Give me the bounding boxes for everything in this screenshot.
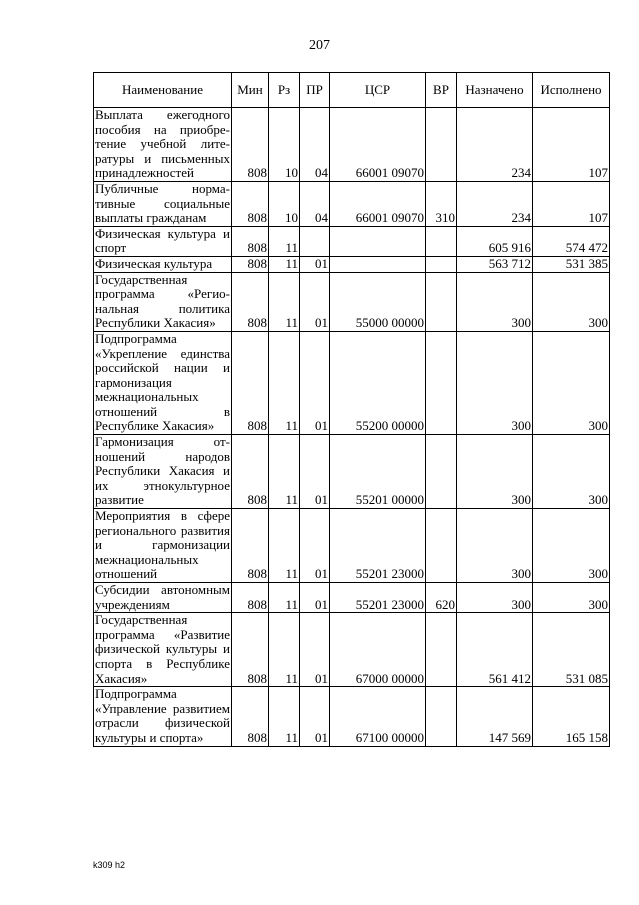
row-rz-cell: 11 [269, 226, 300, 256]
row-rz-cell: 11 [269, 509, 300, 583]
row-min-cell: 808 [232, 272, 269, 331]
row-assigned-cell: 300 [457, 331, 533, 434]
table-row [94, 613, 610, 687]
row-rz-cell: 10 [269, 108, 300, 182]
row-min-cell: 808 [232, 509, 269, 583]
row-min-cell: 808 [232, 583, 269, 613]
row-assigned-cell: 561 412 [457, 613, 533, 687]
row-min-cell: 808 [232, 687, 269, 746]
table-row [94, 256, 610, 272]
row-vr-cell [426, 108, 457, 182]
row-vr-cell [426, 331, 457, 434]
row-name-cell: Физическая культура [94, 256, 232, 272]
table-row [94, 583, 610, 613]
row-name-cell: Выплата ежегодного пособия на приобретение учебной литературы и письменных принадлежностей [95, 107, 230, 181]
row-vr-cell [426, 272, 457, 331]
row-executed-cell: 300 [533, 435, 610, 509]
header-vr: ВР [426, 73, 457, 108]
row-pr-cell [300, 226, 330, 256]
row-csr-cell [330, 256, 426, 272]
row-csr-cell: 55200 00000 [330, 331, 426, 434]
budget-table [93, 72, 610, 747]
table-row [94, 181, 610, 226]
row-rz-cell: 10 [269, 181, 300, 226]
row-executed-cell: 165 158 [533, 687, 610, 746]
row-min-cell: 808 [232, 108, 269, 182]
row-name-cell: Гармонизация отношений народов Республики Хакасия и их этнокультурное развитие [95, 434, 230, 508]
row-vr-cell [426, 435, 457, 509]
row-pr-cell: 01 [300, 435, 330, 509]
row-vr-cell [426, 613, 457, 687]
row-pr-cell: 04 [300, 108, 330, 182]
row-min-cell: 808 [232, 613, 269, 687]
row-csr-cell [330, 226, 426, 256]
table-row [94, 226, 610, 256]
header-assigned: Назначено [457, 73, 533, 108]
row-pr-cell: 01 [300, 272, 330, 331]
row-assigned-cell: 563 712 [457, 256, 533, 272]
row-min-cell: 808 [232, 226, 269, 256]
table-row [94, 435, 610, 509]
footer-code: k309 h2 [93, 860, 126, 870]
row-vr-cell [426, 687, 457, 746]
header-executed: Исполнено [533, 73, 610, 108]
table-row [94, 687, 610, 746]
table-row [94, 272, 610, 331]
row-min-cell: 808 [232, 331, 269, 434]
page-number: 207 [309, 38, 330, 53]
row-min-cell: 808 [232, 181, 269, 226]
row-assigned-cell: 300 [457, 435, 533, 509]
row-assigned-cell: 300 [457, 272, 533, 331]
row-csr-cell: 55201 23000 [330, 509, 426, 583]
row-executed-cell: 531 085 [533, 613, 610, 687]
row-executed-cell: 574 472 [533, 226, 610, 256]
row-name-cell: Государственная программа «Региональная политика Республики Хакасия» [95, 272, 230, 331]
header-min: Мин [232, 73, 269, 108]
row-csr-cell: 55201 23000 [330, 583, 426, 613]
row-executed-cell: 300 [533, 272, 610, 331]
row-name-cell: Публичные нормативные социальные выплаты гражданам [95, 181, 230, 226]
row-pr-cell: 01 [300, 687, 330, 746]
header-name: Наименование [94, 73, 232, 108]
row-assigned-cell: 300 [457, 583, 533, 613]
table-row [94, 509, 610, 583]
row-pr-cell: 01 [300, 509, 330, 583]
row-pr-cell: 01 [300, 583, 330, 613]
row-name-cell: Подпрограмма «Управление развитием отрасли физической культуры и спорта» [95, 686, 230, 745]
row-assigned-cell: 605 916 [457, 226, 533, 256]
row-rz-cell: 11 [269, 687, 300, 746]
row-name-cell: Субсидии автономным учреждениям [95, 582, 230, 612]
row-csr-cell: 66001 09070 [330, 108, 426, 182]
row-name-cell: Мероприятия в сфере регионального развития и гармонизации межнациональных отношений [95, 508, 230, 582]
row-rz-cell: 11 [269, 613, 300, 687]
row-pr-cell: 04 [300, 181, 330, 226]
row-min-cell: 808 [232, 435, 269, 509]
row-rz-cell: 11 [269, 256, 300, 272]
row-executed-cell: 531 385 [533, 256, 610, 272]
row-vr-cell [426, 509, 457, 583]
row-rz-cell: 11 [269, 583, 300, 613]
row-min-cell: 808 [232, 256, 269, 272]
row-name-cell: Подпрограмма «Укрепление единства российской нации и гармонизация межнациональных отношений в Республике Хакасия» [95, 331, 230, 434]
table-row [94, 108, 610, 182]
row-assigned-cell: 300 [457, 509, 533, 583]
header-pr: ПР [300, 73, 330, 108]
row-csr-cell: 55201 00000 [330, 435, 426, 509]
row-rz-cell: 11 [269, 435, 300, 509]
row-rz-cell: 11 [269, 331, 300, 434]
row-vr-cell: 310 [426, 181, 457, 226]
row-executed-cell: 300 [533, 331, 610, 434]
header-rz: Рз [269, 73, 300, 108]
table-header-row [94, 73, 610, 108]
row-vr-cell: 620 [426, 583, 457, 613]
row-csr-cell: 67000 00000 [330, 613, 426, 687]
row-executed-cell: 300 [533, 583, 610, 613]
row-executed-cell: 107 [533, 108, 610, 182]
row-pr-cell: 01 [300, 613, 330, 687]
row-csr-cell: 66001 09070 [330, 181, 426, 226]
row-csr-cell: 67100 00000 [330, 687, 426, 746]
row-assigned-cell: 147 569 [457, 687, 533, 746]
row-name-cell: Государственная программа «Развитие физической культуры и спорта в Республике Хакасия» [95, 612, 230, 686]
row-pr-cell: 01 [300, 256, 330, 272]
row-vr-cell [426, 226, 457, 256]
row-rz-cell: 11 [269, 272, 300, 331]
row-pr-cell: 01 [300, 331, 330, 434]
row-assigned-cell: 234 [457, 181, 533, 226]
row-name-cell: Физическая культура и спорт [95, 226, 230, 256]
row-assigned-cell: 234 [457, 108, 533, 182]
row-csr-cell: 55000 00000 [330, 272, 426, 331]
row-executed-cell: 300 [533, 509, 610, 583]
row-executed-cell: 107 [533, 181, 610, 226]
header-csr: ЦСР [330, 73, 426, 108]
table-row [94, 331, 610, 434]
row-vr-cell [426, 256, 457, 272]
